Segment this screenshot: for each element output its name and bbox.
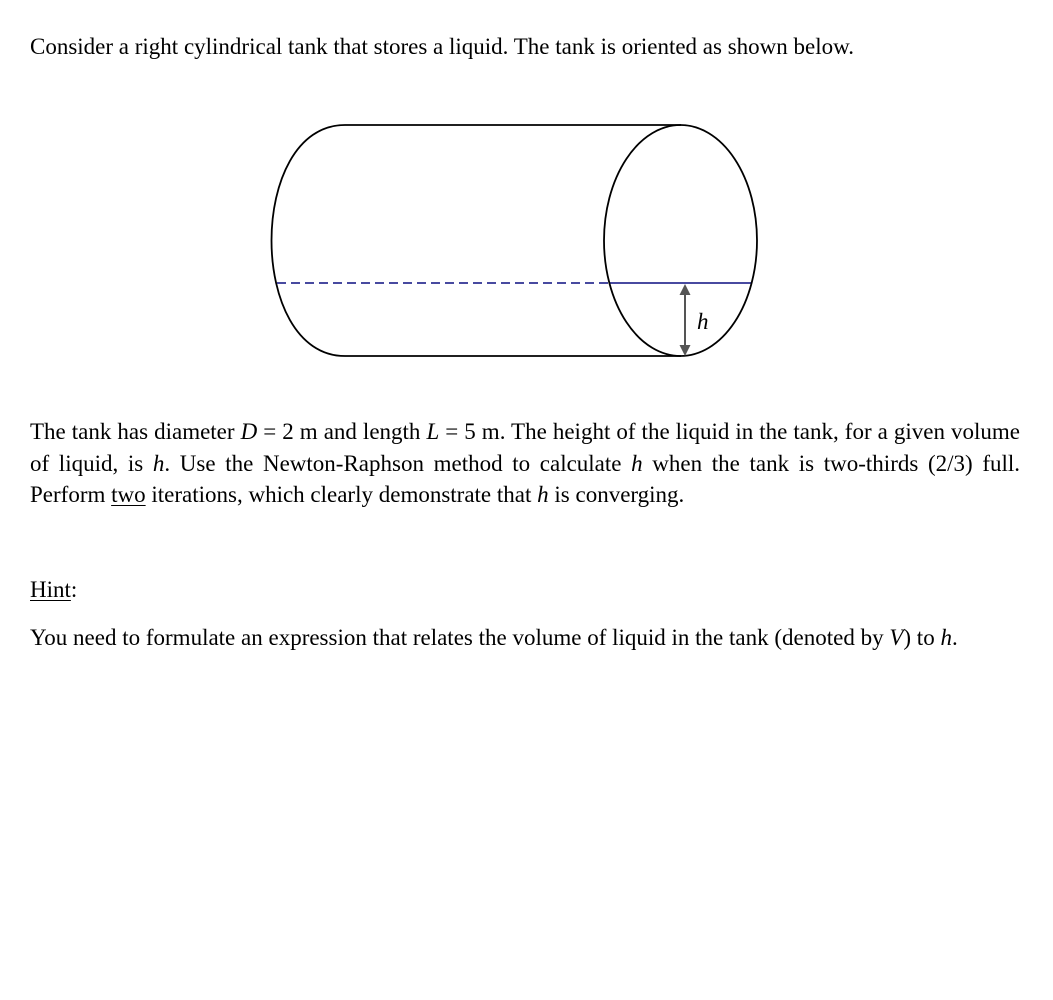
var-d: D — [240, 419, 258, 444]
height-arrow — [680, 284, 691, 356]
height-label: h — [697, 309, 709, 334]
tank-end-face — [604, 125, 757, 356]
tank-left-end — [272, 125, 346, 356]
var-h: h — [631, 450, 643, 476]
intro-text: Consider a right cylindrical tank that stores a liquid. The tank is oriented as shown below. — [30, 34, 854, 59]
var-v: V — [889, 625, 904, 650]
var-h: h — [940, 625, 952, 650]
var-h: h — [152, 450, 165, 476]
var-l: L — [426, 419, 440, 444]
hint-text: You need to formulate an expression that relates the volume of liquid in the tank (denoted by V) to h. — [30, 625, 958, 650]
cylinder-tank-diagram — [0, 0, 1053, 400]
var-h: h — [537, 482, 549, 507]
emphasis-two: two — [111, 482, 146, 507]
problem-text: The tank has diameter D = 2 m and length L = 5 m. The height of the liquid in the tank, for a given volume of liquid, is h. Use the Newton-Raphson method to calculate h when the tank is two-thirds (2/3) full. Perform two iterations, which clearly demonstrate that h is converging. — [30, 419, 1021, 507]
hint-heading: Hint: — [30, 577, 78, 602]
